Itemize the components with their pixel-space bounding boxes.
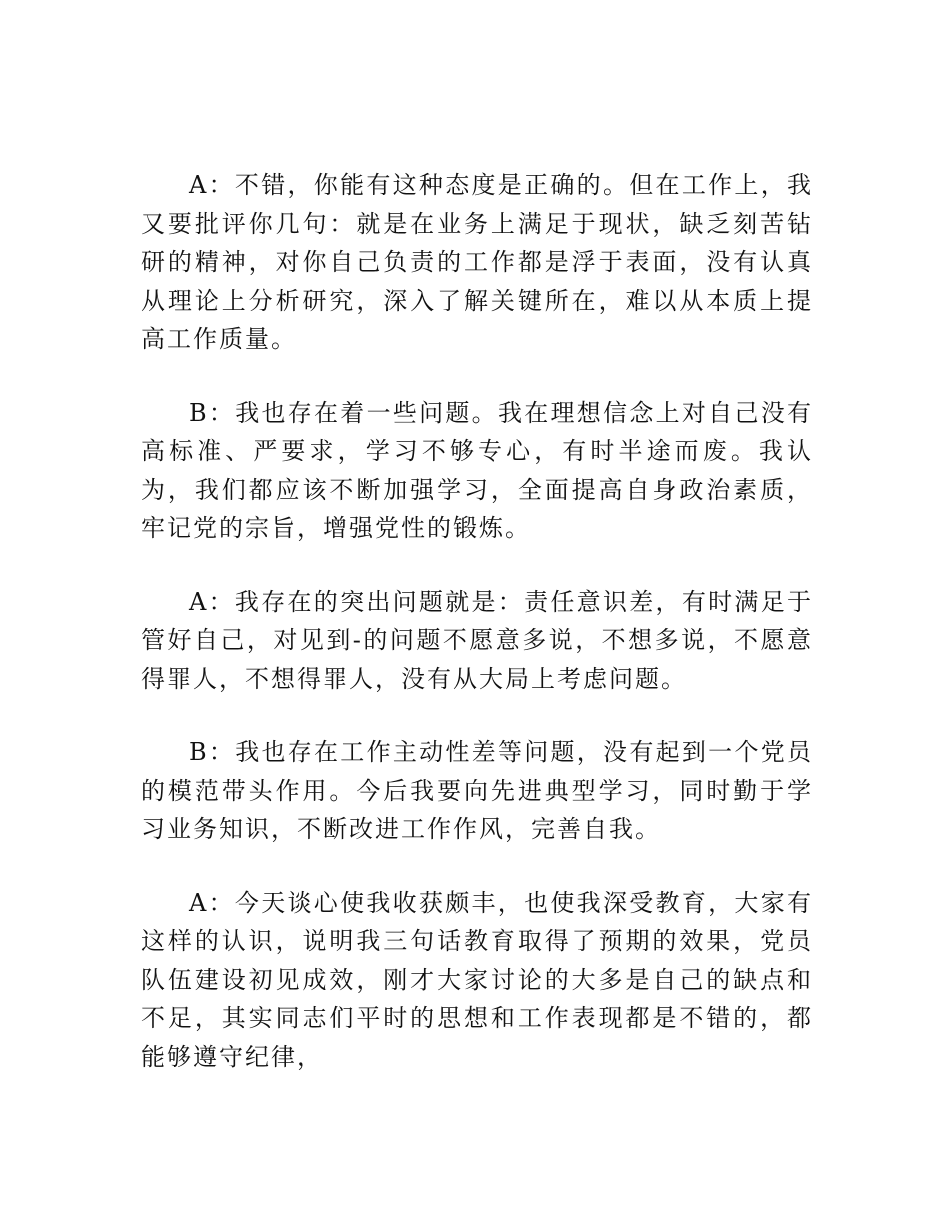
paragraph-2: B：我也存在着一些问题。我在理想信念上对自己没有高标准、严要求，学习不够专心，有时半途而废。我认为，我们都应该不断加强学习，全面提高自身政治素质，牢记党的宗旨，增强党性的锻炼。 bbox=[141, 398, 813, 542]
paragraph-4: B：我也存在工作主动性差等问题，没有起到一个党员的模范带头作用。今后我要向先进典型学习，同时勤于学习业务知识，不断改进工作作风，完善自我。 bbox=[141, 738, 813, 843]
document-body bbox=[141, 166, 813, 1111]
paragraph-3: A：我存在的突出问题就是：责任意识差，有时满足于管好自己，对见到-的问题不愿意多说，不想多说，不愿意得罪人，不想得罪人，没有从大局上考虑问题。 bbox=[141, 587, 813, 693]
paragraph-1: A：不错，你能有这种态度是正确的。但在工作上，我又要批评你几句：就是在业务上满足于现状，缺乏刻苦钻研的精神，对你自己负责的工作都是浮于表面，没有认真从理论上分析研究，深入了解关键所在，难以从本质上提高工作质量。 bbox=[141, 171, 813, 353]
paragraph-5: A：今天谈心使我收获颇丰，也使我深受教育，大家有这样的认识，说明我三句话教育取得了预期的效果，党员队伍建设初见成效，刚才大家讨论的大多是自己的缺点和不足，其实同志们平时的思想和工作表现都是不错的，都能够遵守纪律， bbox=[141, 888, 813, 1071]
